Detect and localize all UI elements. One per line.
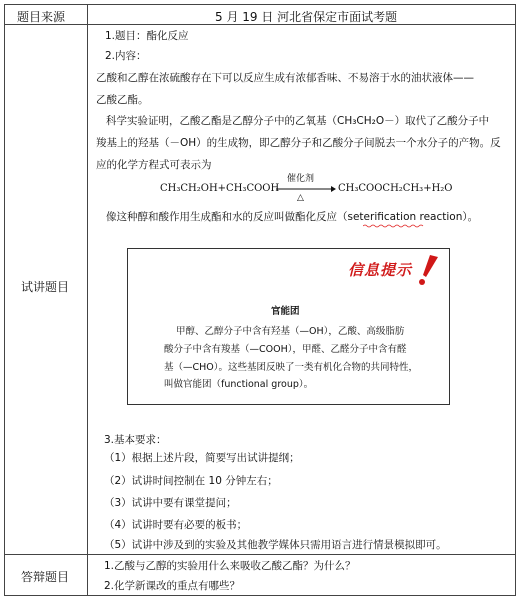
- source-value: 5 月 19 日 河北省保定市面试考题: [215, 10, 398, 24]
- exclamation-icon: [416, 253, 440, 287]
- requirements-label: 3.基本要求：: [104, 434, 167, 446]
- paragraph-2-line-2: 羧基上的羟基（－OH）的生成物，即乙醇分子和乙酸分子间脱去一个水分子的产物。反: [96, 137, 501, 149]
- spellcheck-underline: [363, 224, 425, 228]
- row-divider-defense: [5, 554, 515, 555]
- content-label: 2.内容：: [105, 50, 147, 62]
- requirement-item: （2）试讲时间控制在 10 分钟左右；: [104, 475, 278, 487]
- defense-question-2: 2.化学新课改的重点有哪些？: [104, 580, 241, 592]
- paragraph-1-line-2: 乙酸乙酯。: [96, 94, 149, 106]
- paragraph-1-line-1: 乙酸和乙醇在浓硫酸存在下可以反应生成有浓郁香味、不易溶于水的油状液体——: [96, 72, 474, 84]
- paragraph-2-line-1: 科学实验证明，乙酸乙酯是乙醇分子中的乙氧基（CH₃CH₂O－）取代了乙酸分子中: [106, 115, 490, 127]
- requirement-item: （3）试讲中要有课堂提问；: [104, 497, 237, 509]
- info-line-1: 甲醇、乙醇分子中含有羟基（—OH），乙酸、高级脂肪: [176, 326, 405, 337]
- equation-catalyst: 催化剂: [287, 174, 315, 184]
- info-box: [127, 248, 450, 405]
- info-badge: 信息提示: [348, 261, 413, 279]
- defense-label: 答辩题目: [21, 570, 70, 584]
- info-line-2: 酸分子中含有羧基（—COOH），甲醛、乙醛分子中含有醛: [164, 344, 407, 355]
- trial-label: 试讲题目: [21, 280, 70, 294]
- reaction-arrow-icon: [276, 185, 336, 193]
- equation-left: CH₃CH₂OH+CH₃COOH: [160, 183, 280, 194]
- requirement-item: （1）根据上述片段，简要写出试讲提纲；: [104, 452, 300, 464]
- info-heading: 官能团: [271, 306, 300, 317]
- equation-right: CH₃COOCH₂CH₃+H₂O: [338, 183, 453, 194]
- source-label: 题目来源: [17, 10, 66, 24]
- info-line-3: 基（—CHO）。这些基团反映了一类有机化合物的共同特性，: [164, 362, 419, 373]
- requirement-item: （4）试讲时要有必要的板书；: [104, 519, 248, 531]
- topic-title: 1.题目：酯化反应: [105, 30, 189, 42]
- exam-table: [4, 4, 516, 596]
- paragraph-2-line-3: 应的化学方程式可表示为: [96, 159, 212, 171]
- paragraph-3: 像这种醇和酸作用生成酯和水的反应叫做酯化反应（seterification reaction）。: [106, 211, 479, 223]
- defense-question-1: 1.乙酸与乙醇的实验用什么来吸收乙酸乙酯？为什么？: [104, 560, 356, 572]
- info-line-4: 叫做官能团（functional group）。: [164, 379, 314, 390]
- equation-heat: △: [297, 193, 304, 203]
- requirement-item: （5）试讲中涉及到的实验及其他教学媒体只需用语言进行情景模拟即可。: [104, 539, 447, 551]
- column-divider: [87, 5, 88, 595]
